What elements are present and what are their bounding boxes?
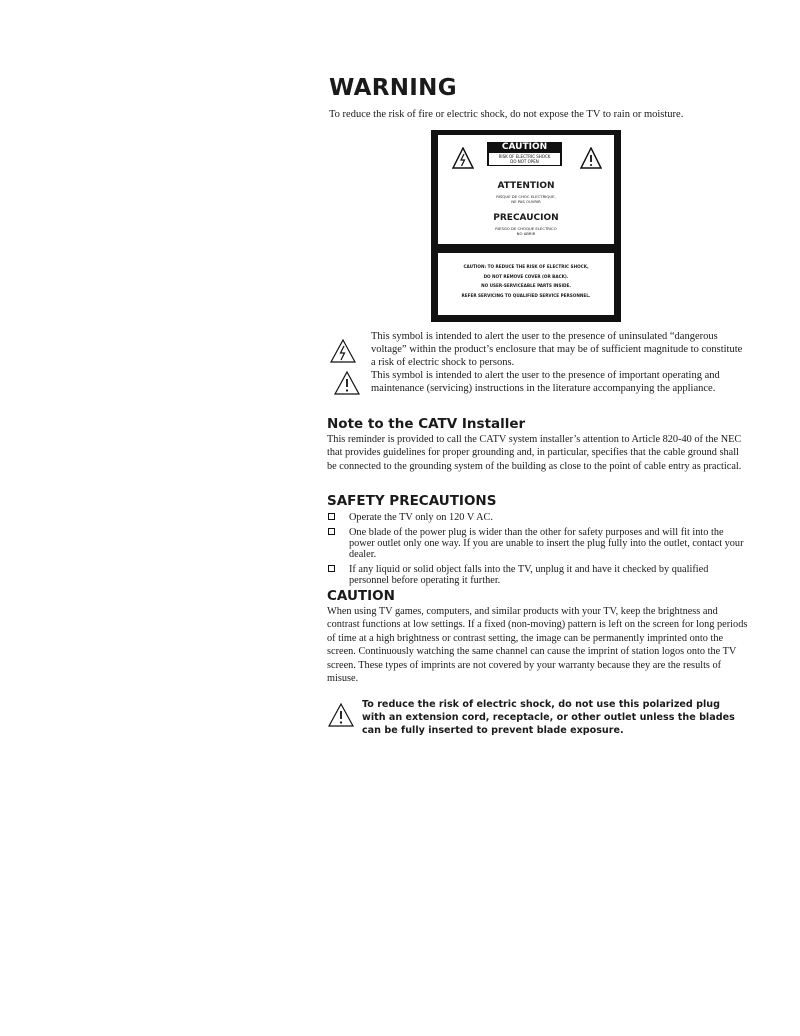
attention-line1: RISQUE DE CHOC ELECTRIQUE, [496, 194, 556, 199]
lower-line2: DO NOT REMOVE COVER (OR BACK). [483, 273, 569, 279]
lightning-triangle-icon [452, 147, 474, 169]
checkbox-bullet-icon [328, 528, 335, 535]
caution-subtitle-line2: DO NOT OPEN [510, 159, 539, 164]
caution-label-title: CAUTION [501, 142, 548, 152]
list-item [327, 512, 749, 523]
caution-subtitle-line1: RISK OF ELECTRIC SHOCK [498, 154, 551, 159]
exclamation-symbol-text: This symbol is intended to alert the user to the presence of important operating and maintenance (servicing) instructions in the literature accompanying the appliance. [371, 370, 720, 394]
exclamation-triangle-icon [580, 147, 602, 169]
plug-warning-text: To reduce the risk of electric shock, do not use this polarized plug with an extension cord, receptacle, or other outlet unless the blades can be fully inserted to prevent blade exposure. [362, 699, 735, 736]
caution-label [431, 130, 621, 322]
safety-list [327, 512, 749, 590]
warning-intro: To reduce the risk of fire or electric shock, do not expose the TV to rain or moisture. [329, 109, 684, 120]
lower-line4: REFER SERVICING TO QUALIFIED SERVICE PERSONNEL. [461, 292, 591, 298]
safety-item-text: Operate the TV only on 120 V AC. [349, 512, 493, 523]
precaucion-title: PRECAUCION [493, 213, 559, 223]
precaucion-line1: RIESGO DE CHOQUE ELECTRICO [495, 226, 557, 231]
catv-heading: Note to the CATV Installer [327, 416, 526, 432]
catv-body: This reminder is provided to call the CATV system installer’s attention to Article 820-40 of the NEC that provides guidelines for proper grounding and, in particular, specifies that the cable ground shall be connected to the grounding system of the building as close to the point of cable entry as practical. [327, 434, 742, 472]
precaucion-line2: NO ABRIR [516, 231, 536, 236]
caution-label-lower [438, 253, 614, 315]
attention-line2: NE PAS OUVRIR [511, 199, 541, 204]
lower-line3: NO USER-SERVICEABLE PARTS INSIDE. [481, 283, 571, 288]
caution-label-upper [438, 135, 614, 244]
list-item [327, 527, 749, 560]
caution-bar [487, 142, 562, 166]
caution-heading: CAUTION [327, 588, 395, 604]
attention-title: ATTENTION [497, 181, 555, 191]
voltage-symbol-text: This symbol is intended to alert the user to the presence of uninsulated “dangerous voltage” within the product’s enclosure that may be of sufficient magnitude to constitute a risk of electric shock to persons. [371, 331, 743, 368]
caution-body: When using TV games, computers, and similar products with your TV, keep the brightness and contrast functions at low settings. If a fixed (non-moving) pattern is left on the screen for long periods of time at a high brightness or contrast setting, the image can be permanently imprinted onto the screen. Continuously watching the same channel can cause the imprint of station logos onto the TV screen. These types of imprints are not covered by your warranty because they are the results of misuse. [327, 606, 748, 685]
safety-item-text: If any liquid or solid object falls into the TV, unplug it and have it checked by qualified personnel before operating it further. [349, 564, 709, 586]
checkbox-bullet-icon [328, 513, 335, 520]
checkbox-bullet-icon [328, 565, 335, 572]
warning-heading: WARNING [329, 75, 457, 101]
exclamation-triangle-icon [328, 703, 354, 727]
list-item [327, 564, 749, 586]
exclamation-triangle-icon [334, 371, 360, 395]
safety-heading: SAFETY PRECAUTIONS [327, 493, 497, 509]
lower-line1: CAUTION: TO REDUCE THE RISK OF ELECTRIC SHOCK, [463, 264, 589, 269]
safety-item-text: One blade of the power plug is wider than the other for safety purposes and will fit into the power outlet only one way. If you are unable to insert the plug fully into the outlet, contact your dealer. [349, 527, 744, 560]
caution-label-subtitle [489, 153, 560, 165]
lightning-triangle-icon [330, 339, 356, 363]
